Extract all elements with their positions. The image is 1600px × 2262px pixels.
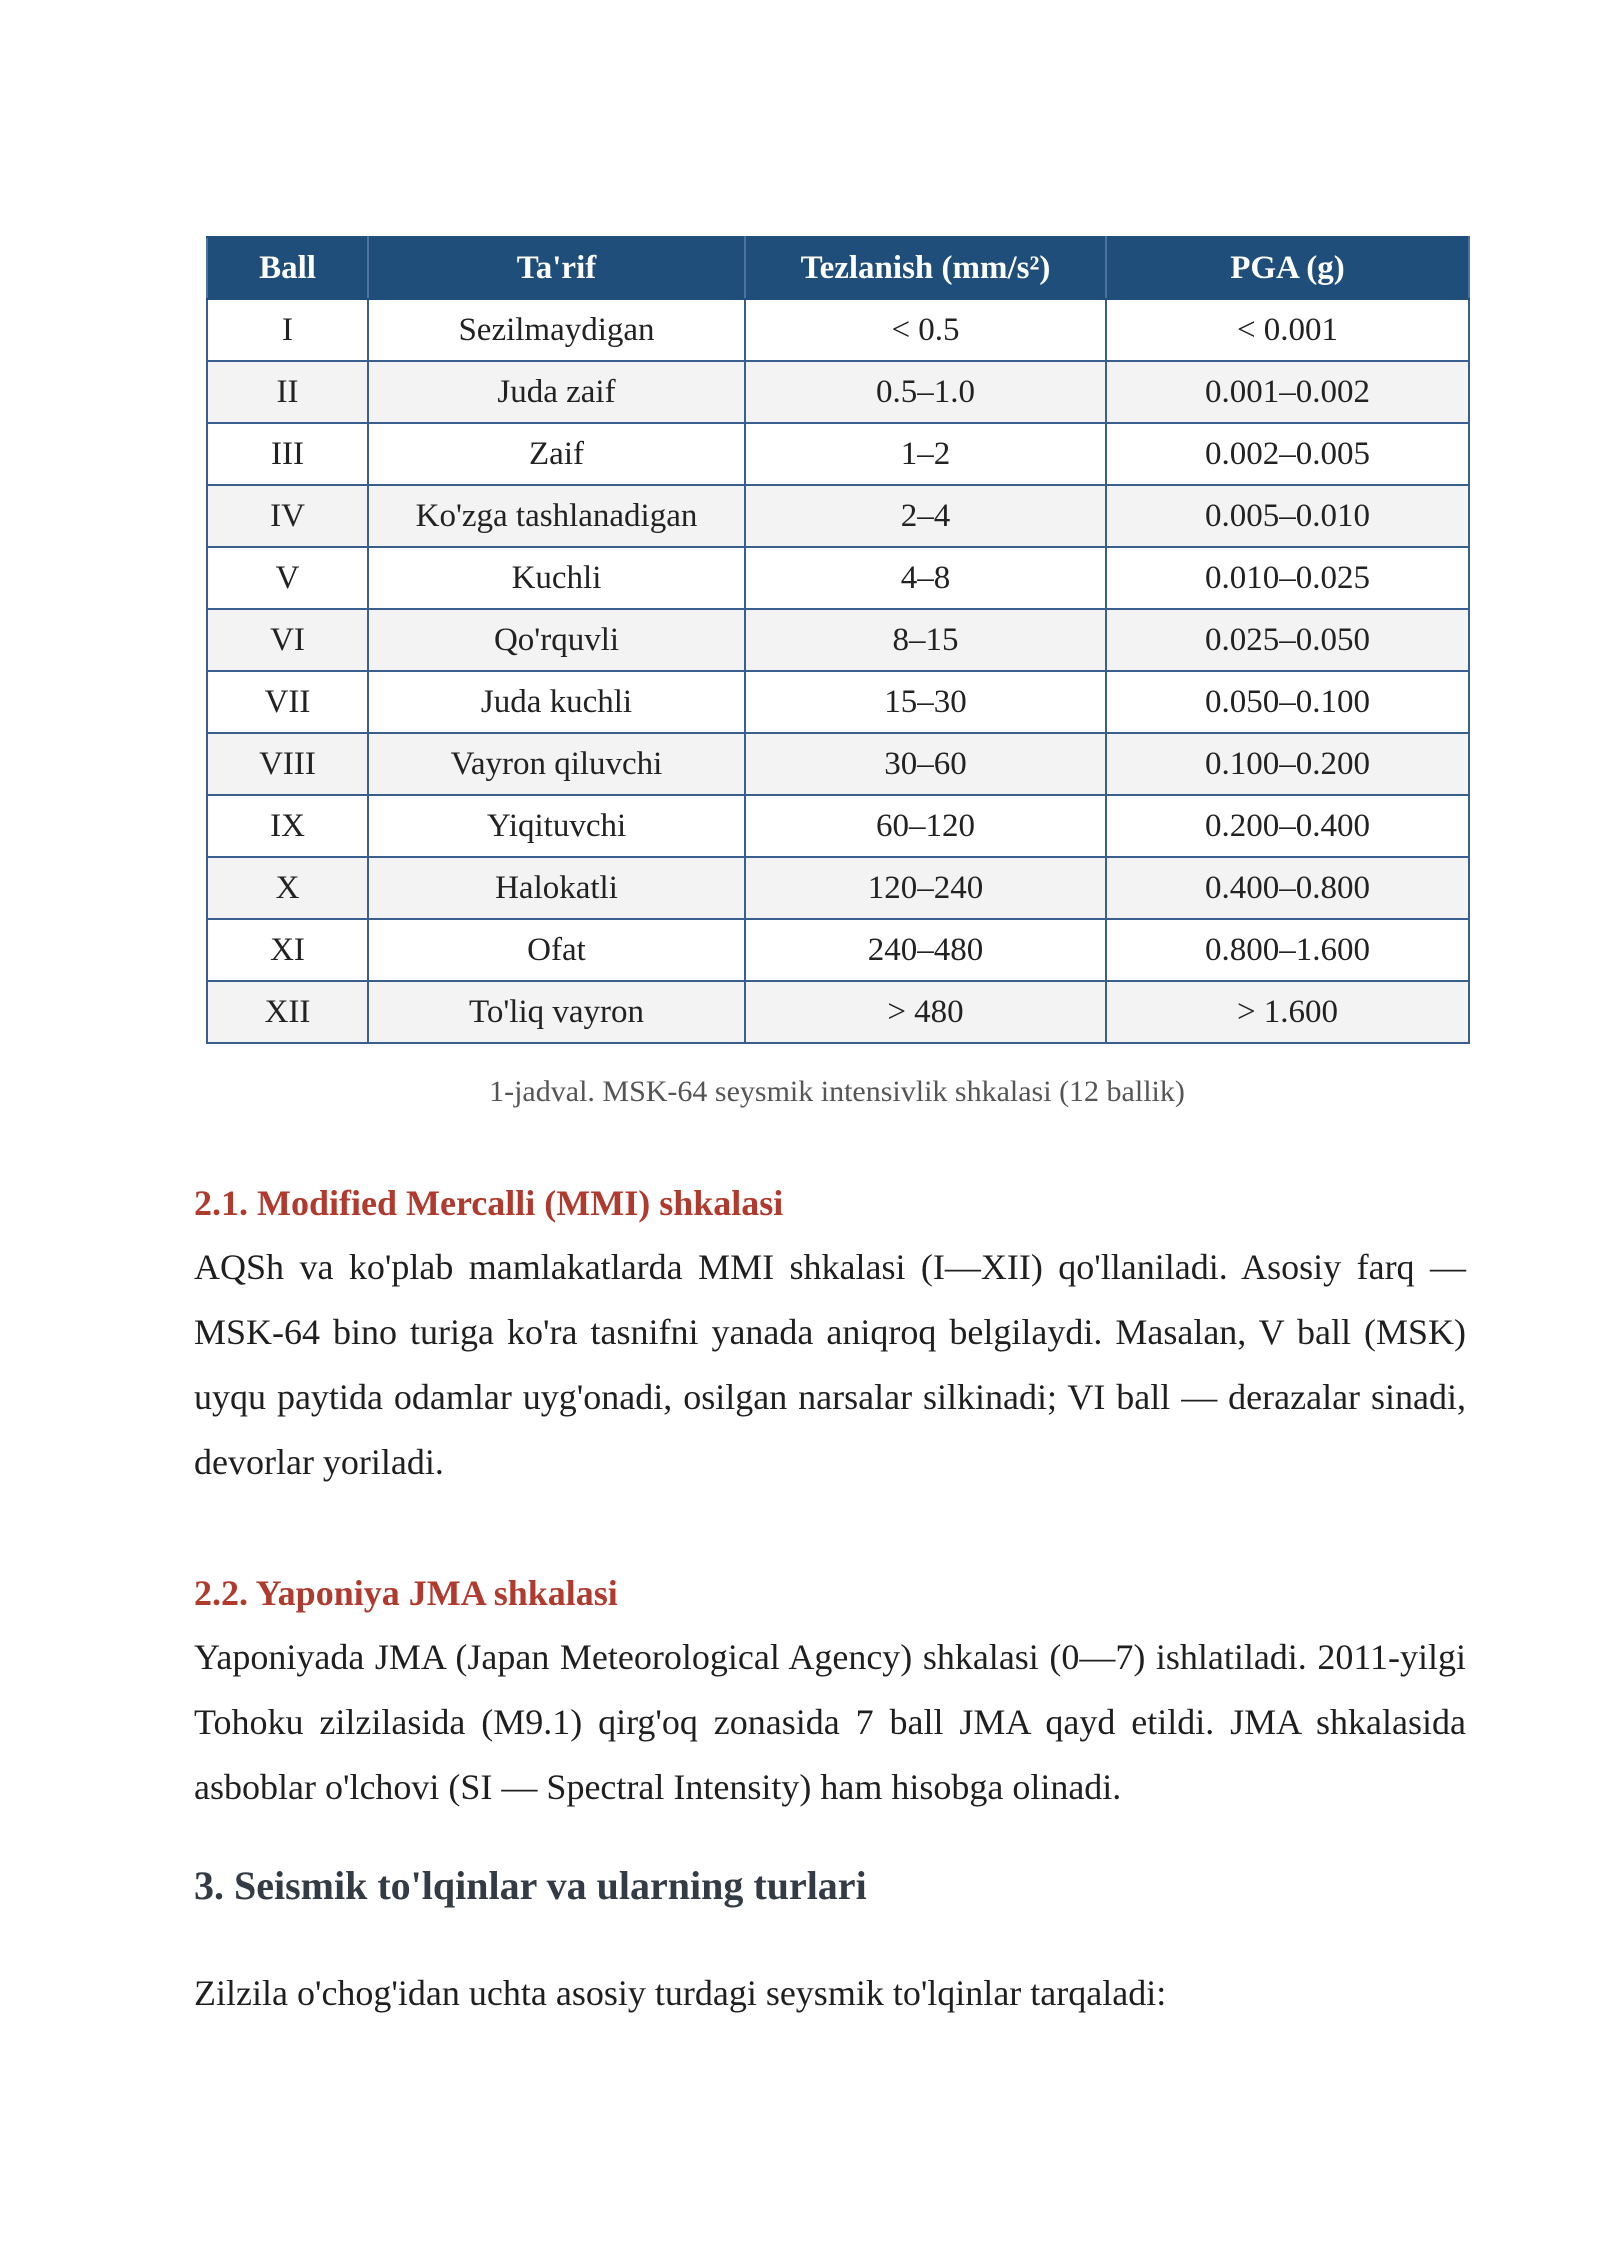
cell-ball: III (207, 423, 368, 485)
table-row (207, 299, 1469, 361)
cell-pga: > 1.600 (1106, 981, 1469, 1043)
cell-tezlanish: 1–2 (745, 423, 1106, 485)
cell-pga: 0.005–0.010 (1106, 485, 1469, 547)
cell-ball: VIII (207, 733, 368, 795)
cell-tarif: Vayron qiluvchi (368, 733, 745, 795)
cell-tezlanish: 2–4 (745, 485, 1106, 547)
cell-tezlanish: 0.5–1.0 (745, 361, 1106, 423)
table-row (207, 733, 1469, 795)
cell-pga: < 0.001 (1106, 299, 1469, 361)
cell-tarif: Zaif (368, 423, 745, 485)
msk-64-table (206, 236, 1470, 1044)
cell-pga: 0.400–0.800 (1106, 857, 1469, 919)
cell-tarif: Qo'rquvli (368, 609, 745, 671)
cell-ball: V (207, 547, 368, 609)
cell-pga: 0.010–0.025 (1106, 547, 1469, 609)
table-header-row (207, 237, 1469, 299)
paragraph-waves: Zilzila o'chog'idan uchta asosiy turdagi seysmik to'lqinlar tarqaladi: (194, 1973, 1167, 2013)
cell-tezlanish: 60–120 (745, 795, 1106, 857)
cell-ball: II (207, 361, 368, 423)
cell-pga: 0.100–0.200 (1106, 733, 1469, 795)
cell-tarif: Yiqituvchi (368, 795, 745, 857)
cell-tarif: Ko'zga tashlanadigan (368, 485, 745, 547)
table-row (207, 547, 1469, 609)
cell-pga: 0.200–0.400 (1106, 795, 1469, 857)
table-row (207, 485, 1469, 547)
cell-tezlanish: 15–30 (745, 671, 1106, 733)
section-heading-mmi: 2.1. Modified Mercalli (MMI) shkalasi (194, 1183, 784, 1223)
cell-tarif: To'liq vayron (368, 981, 745, 1043)
cell-tezlanish: > 480 (745, 981, 1106, 1043)
cell-pga: 0.050–0.100 (1106, 671, 1469, 733)
cell-pga: 0.025–0.050 (1106, 609, 1469, 671)
cell-tezlanish: 8–15 (745, 609, 1106, 671)
paragraph-mmi: AQSh va ko'plab mamlakatlarda MMI shkalasi (I—XII) qo'llaniladi. Asosiy farq — MSK-64 bino turiga ko'ra tasnifni yanada aniqroq belgilaydi. Masalan, V ball (MSK) uyqu paytida odamlar uyg'onadi, osilgan narsalar silkinadi; VI ball — derazalar sinadi, devorlar yoriladi. (194, 1247, 1466, 1482)
table-row (207, 795, 1469, 857)
cell-tezlanish: 30–60 (745, 733, 1106, 795)
cell-pga: 0.002–0.005 (1106, 423, 1469, 485)
cell-tarif: Juda kuchli (368, 671, 745, 733)
table-row (207, 361, 1469, 423)
cell-ball: XI (207, 919, 368, 981)
cell-tarif: Halokatli (368, 857, 745, 919)
header-ball: Ball (207, 237, 368, 299)
section-heading-jma: 2.2. Yaponiya JMA shkalasi (194, 1573, 618, 1613)
cell-pga: 0.800–1.600 (1106, 919, 1469, 981)
table-body (207, 299, 1469, 1043)
cell-tezlanish: 120–240 (745, 857, 1106, 919)
cell-tarif: Sezilmaydigan (368, 299, 745, 361)
table-row (207, 671, 1469, 733)
header-tezlanish: Tezlanish (mm/s²) (745, 237, 1106, 299)
cell-ball: VII (207, 671, 368, 733)
cell-tarif: Juda zaif (368, 361, 745, 423)
paragraph-jma: Yaponiyada JMA (Japan Meteorological Agency) shkalasi (0—7) ishlatiladi. 2011-yilgi Tohoku zilzilasida (M9.1) qirg'oq zonasida 7 ball JMA qayd etildi. JMA shkalasida asboblar o'lchovi (SI — Spectral Intensity) ham hisobga olinadi. (194, 1637, 1466, 1807)
cell-tarif: Kuchli (368, 547, 745, 609)
table-caption: 1-jadval. MSK-64 seysmik intensivlik shkalasi (12 ballik) (489, 1075, 1185, 1108)
cell-ball: I (207, 299, 368, 361)
header-tarif: Ta'rif (368, 237, 745, 299)
cell-tezlanish: < 0.5 (745, 299, 1106, 361)
cell-ball: IV (207, 485, 368, 547)
header-pga: PGA (g) (1106, 237, 1469, 299)
table-row (207, 981, 1469, 1043)
table-row (207, 609, 1469, 671)
cell-pga: 0.001–0.002 (1106, 361, 1469, 423)
cell-tezlanish: 240–480 (745, 919, 1106, 981)
cell-ball: VI (207, 609, 368, 671)
cell-tezlanish: 4–8 (745, 547, 1106, 609)
table-row (207, 857, 1469, 919)
table-header (207, 237, 1469, 299)
cell-ball: X (207, 857, 368, 919)
cell-ball: XII (207, 981, 368, 1043)
table-row (207, 919, 1469, 981)
table-row (207, 423, 1469, 485)
section-heading-waves: 3. Seismik to'lqinlar va ularning turlari (194, 1863, 867, 1908)
cell-ball: IX (207, 795, 368, 857)
cell-tarif: Ofat (368, 919, 745, 981)
